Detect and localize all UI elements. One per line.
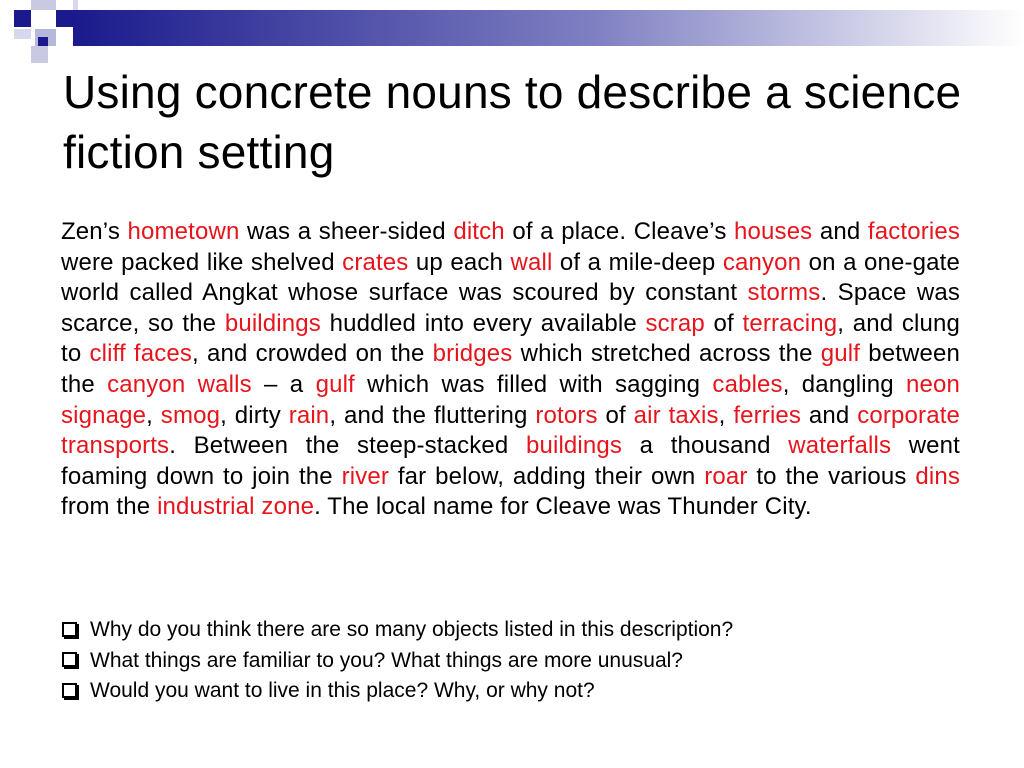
concrete-noun: bridges [432, 340, 513, 368]
question-item [62, 646, 1002, 677]
paragraph-text: , and clung to [61, 309, 961, 368]
checkbox-bullet-icon [62, 683, 77, 698]
concrete-noun: cables [712, 370, 783, 398]
paragraph-text: on a one-gate world called Angkat whose surface was scoured by constant [61, 248, 960, 307]
question-item [62, 615, 1002, 646]
paragraph-text: between the [61, 340, 960, 398]
concrete-noun: dins [915, 462, 960, 490]
paragraph-text: of [704, 309, 743, 337]
concrete-noun: industrial zone [157, 493, 315, 521]
concrete-noun: buildings [525, 432, 623, 460]
concrete-noun: storms [747, 279, 821, 307]
gradient-band [73, 10, 1024, 46]
concrete-noun: scrap [645, 309, 705, 337]
paragraph-text: of a mile-deep [552, 248, 723, 276]
paragraph-text: – a [251, 370, 316, 398]
concrete-noun: houses [734, 218, 813, 245]
concrete-noun: factories [867, 218, 960, 245]
header-decoration [0, 0, 1024, 70]
square-navy-1 [14, 10, 31, 27]
square-light-4 [73, 0, 78, 10]
paragraph-text: , and the fluttering [329, 401, 536, 429]
question-text: Why do you think there are so many objects listed in this description? [90, 618, 734, 642]
paragraph-text: , [146, 401, 161, 429]
paragraph-text: a thousand [622, 432, 789, 460]
concrete-noun: neon signage [61, 370, 961, 429]
paragraph-text: . The local name for Cleave was Thunder City. [314, 493, 812, 521]
concrete-noun: gulf [315, 370, 355, 398]
paragraph-text: , [718, 401, 734, 429]
paragraph-text: . Between the steep-stacked [169, 432, 526, 460]
discussion-questions [62, 615, 1002, 707]
paragraph-text: from the [61, 493, 158, 521]
concrete-noun: terracing [742, 309, 838, 337]
concrete-noun: corporate transports [61, 401, 961, 460]
concrete-noun: hometown [127, 218, 240, 245]
concrete-noun: buildings [224, 309, 321, 337]
concrete-noun: ditch [453, 218, 505, 245]
square-light-1 [31, 0, 56, 10]
paragraph-text: was a sheer-sided [239, 218, 454, 245]
paragraph-text: , and crowded on the [192, 340, 433, 368]
concrete-noun: smog [160, 401, 221, 429]
question-text: Would you want to live in this place? Why, or why not? [90, 679, 595, 703]
paragraph-text: far below, adding their own [389, 462, 705, 490]
paragraph-text: up each [408, 248, 511, 276]
paragraph-text: which stretched across the [512, 340, 821, 368]
paragraph-text: went foaming down to join the [61, 432, 960, 490]
square-light-3 [14, 29, 31, 39]
concrete-noun: river [341, 462, 390, 490]
question-text: What things are familiar to you? What things are more unusual? [90, 648, 683, 672]
question-item [62, 676, 1002, 707]
paragraph-text: Zen’s [61, 218, 128, 245]
square-navy-2 [56, 10, 73, 27]
checkbox-bullet-icon [62, 622, 77, 637]
concrete-noun: ferries [733, 401, 802, 429]
square-light-5 [31, 46, 48, 63]
square-navy-3 [38, 37, 48, 46]
slide-title: Using concrete nouns to describe a science fiction setting [63, 66, 962, 178]
paragraph-text: . Space was scarce, so the [61, 279, 960, 337]
concrete-noun: rotors [535, 401, 598, 429]
paragraph-text: of a place. Cleave’s [504, 218, 735, 245]
paragraph-text: , dangling [782, 370, 907, 398]
concrete-noun: gulf [820, 340, 861, 368]
checkbox-bullet-icon [62, 652, 77, 667]
concrete-noun: crates [342, 248, 409, 276]
setting-description [61, 217, 960, 523]
concrete-noun: waterfalls [788, 432, 892, 460]
concrete-noun: cliff faces [89, 340, 193, 368]
concrete-noun: wall [510, 248, 553, 276]
paragraph-text: huddled into every available [320, 309, 646, 337]
paragraph-text: which was filled with sagging [354, 370, 713, 398]
concrete-noun: canyon walls [107, 370, 252, 398]
paragraph-text: and [801, 401, 858, 429]
paragraph-text: and [812, 218, 868, 245]
paragraph-text: to the various [747, 462, 916, 490]
concrete-noun: air taxis [633, 401, 719, 429]
concrete-noun: rain [288, 401, 330, 429]
concrete-noun: canyon [722, 248, 802, 276]
paragraph-text: of [597, 401, 634, 429]
paragraph-text: , dirty [220, 401, 289, 429]
paragraph-text: were packed like shelved [61, 248, 343, 276]
concrete-noun: roar [704, 462, 748, 490]
